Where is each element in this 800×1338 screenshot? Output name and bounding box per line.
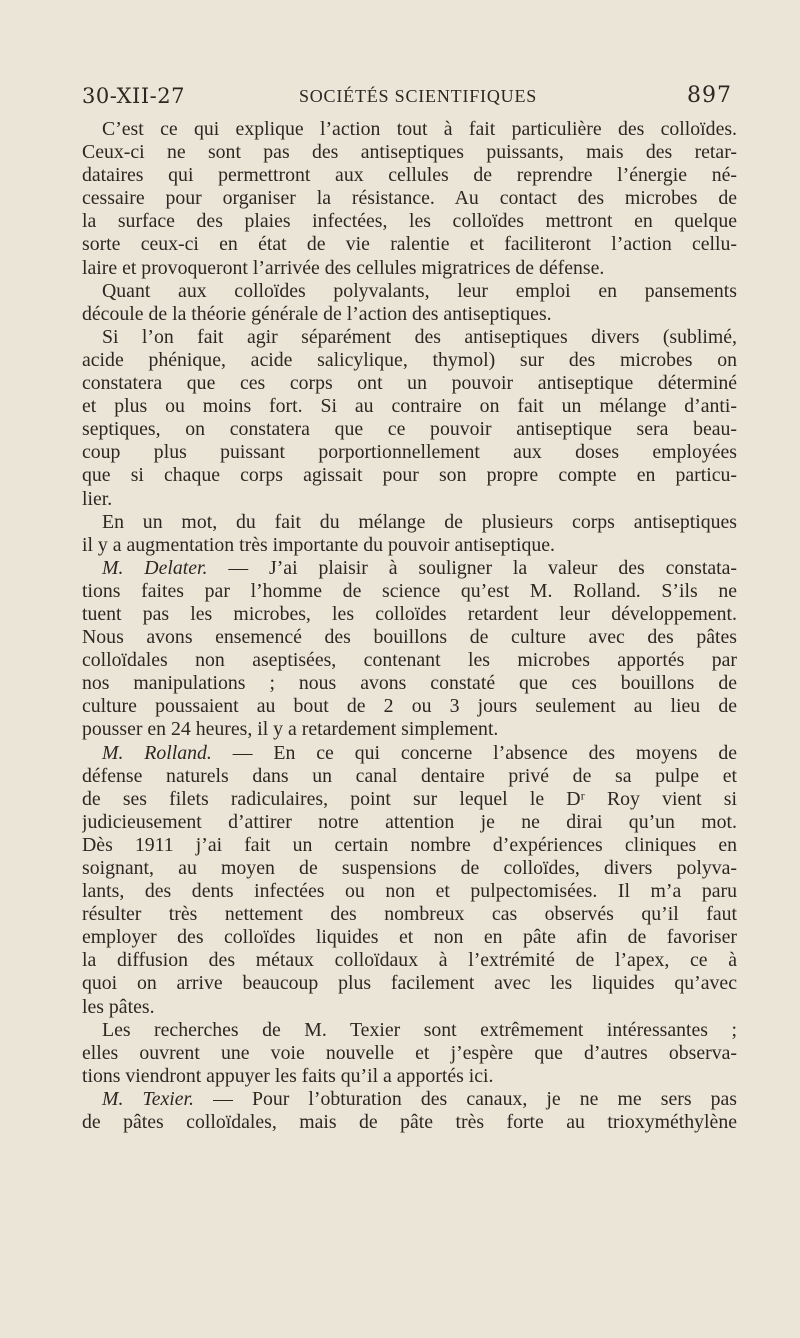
line-text: quoi on arrive beaucoup plus facilement avec les liquides qu’avec	[82, 972, 737, 995]
text-line	[82, 1019, 737, 1042]
line-text: il y a augmentation très importante du pouvoir antiseptique.	[82, 533, 555, 556]
text-line	[82, 418, 737, 441]
text-line	[82, 372, 737, 395]
line-text: Dès 1911 j’ai fait un certain nombre d’expériences cliniques en	[82, 833, 737, 856]
text-line	[82, 811, 737, 834]
line-text: de ses filets radiculaires, point sur lequel le Dʳ Roy vient si	[82, 787, 737, 810]
line-text: tions faites par l’homme de science qu’est M. Rolland. S’ils ne	[82, 579, 737, 602]
text-line	[82, 718, 737, 741]
line-text: C’est ce qui explique l’action tout à fait particulière des colloïdes.	[102, 118, 737, 140]
text-line	[82, 395, 737, 418]
text-line	[82, 280, 737, 303]
header-date: 30-XII-27	[82, 84, 185, 108]
text-line	[82, 187, 737, 210]
line-text: tuent pas les microbes, les colloïdes retardent leur développement.	[82, 602, 737, 625]
running-header	[82, 82, 732, 110]
text-line	[82, 257, 737, 280]
line-text: Quant aux colloïdes polyvalants, leur emploi en pansements	[102, 279, 737, 302]
line-text: tions viendront appuyer les faits qu’il a apportés ici.	[82, 1064, 494, 1087]
text-line	[82, 996, 737, 1019]
line-text: coup plus puissant porportionnellement aux doses employées	[82, 441, 737, 464]
text-line	[82, 210, 737, 233]
line-text: En un mot, du fait du mélange de plusieurs corps antiseptiques	[102, 510, 737, 533]
line-text: résulter très nettement des nombreux cas observés qu’il faut	[82, 903, 737, 926]
text-line	[82, 695, 737, 718]
text-line	[82, 464, 737, 487]
line-text: Si l’on fait agir séparément des antiseptiques divers (sublimé,	[102, 325, 737, 348]
text-line	[82, 1042, 737, 1065]
text-line	[82, 326, 737, 349]
text-line	[82, 233, 737, 256]
line-text: acide phénique, acide salicylique, thymol) sur des microbes on	[82, 348, 737, 371]
text-line	[82, 118, 737, 141]
line-text: de pâtes colloïdales, mais de pâte très forte au trioxyméthylène	[82, 1111, 737, 1134]
text-line	[82, 557, 737, 580]
text-line	[82, 580, 737, 603]
line-text: nos manipulations ; nous avons constaté que ces bouillons de	[82, 672, 737, 695]
line-text: employer des colloïdes liquides et non en pâte afin de favoriser	[82, 926, 737, 949]
text-line	[82, 649, 737, 672]
text-line	[82, 441, 737, 464]
text-line	[82, 972, 737, 995]
line-text: pousser en 24 heures, il y a retardement simplement.	[82, 718, 499, 741]
line-text: elles ouvrent une voie nouvelle et j’espère que d’autres observa-	[82, 1041, 737, 1064]
line-text: culture poussaient au bout de 2 ou 3 jours seulement au lieu de	[82, 695, 737, 718]
line-text: sorte ceux-ci en état de vie ralentie et faciliteront l’action cellu-	[82, 233, 737, 256]
text-line	[82, 834, 737, 857]
text-line	[82, 603, 737, 626]
text-line	[82, 903, 737, 926]
text-line	[82, 511, 737, 534]
line-text: découle de la théorie générale de l’action des antiseptiques.	[82, 302, 552, 325]
line-text: cessaire pour organiser la résistance. Au contact des microbes de	[82, 187, 737, 210]
page-number: 897	[687, 83, 732, 108]
text-line	[82, 164, 737, 187]
speaker-name: M. Rolland.	[102, 741, 212, 764]
line-text: colloïdales non aseptisées, contenant les microbes apportés par	[82, 649, 737, 672]
line-text: et plus ou moins fort. Si au contraire on fait un mélange d’anti-	[82, 395, 737, 418]
speaker-name: M. Delater.	[102, 556, 208, 579]
text-line	[82, 880, 737, 903]
text-line	[82, 926, 737, 949]
line-text: dataires qui permettront aux cellules de reprendre l’énergie né-	[82, 164, 737, 187]
line-text: — En ce qui concerne l’absence des moyens de	[211, 741, 737, 764]
line-text: — Pour l’obturation des canaux, je ne me sers pas	[193, 1087, 737, 1110]
text-line	[82, 857, 737, 880]
line-text: lants, des dents infectées ou non et pulpectomisées. Il m’a paru	[82, 880, 737, 903]
header-title: SOCIÉTÉS SCIENTIFIQUES	[298, 86, 538, 106]
text-line	[82, 949, 737, 972]
line-text: les pâtes.	[82, 995, 155, 1018]
text-line	[82, 672, 737, 695]
text-line	[82, 626, 737, 649]
line-text: Les recherches de M. Texier sont extrêmement intéressantes ;	[102, 1018, 737, 1041]
line-text: — J’ai plaisir à souligner la valeur des constata-	[207, 556, 737, 579]
line-text: que si chaque corps agissait pour son propre compte en particu-	[82, 464, 737, 487]
text-line	[82, 1088, 737, 1111]
body-text	[82, 118, 737, 1134]
text-line	[82, 488, 737, 511]
text-line	[82, 1111, 737, 1134]
line-text: judicieusement d’attirer notre attention je ne dirai qu’un mot.	[82, 810, 737, 833]
line-text: la diffusion des métaux colloïdaux à l’extrémité de l’apex, ce à	[82, 949, 737, 972]
line-text: la surface des plaies infectées, les colloïdes mettront en quelque	[82, 210, 737, 233]
text-line	[82, 788, 737, 811]
line-text: constatera que ces corps ont un pouvoir antiseptique déterminé	[82, 372, 737, 395]
line-text: lier.	[82, 487, 113, 510]
text-line	[82, 534, 737, 557]
line-text: défense naturels dans un canal dentaire privé de sa pulpe et	[82, 764, 737, 787]
text-line	[82, 765, 737, 788]
line-text: septiques, on constatera que ce pouvoir antiseptique sera beau-	[82, 418, 737, 441]
line-text: soignant, au moyen de suspensions de colloïdes, divers polyva-	[82, 857, 737, 879]
text-line	[82, 742, 737, 765]
line-text: Nous avons ensemencé des bouillons de culture avec des pâtes	[82, 626, 737, 649]
text-line	[82, 1065, 737, 1088]
line-text: Ceux-ci ne sont pas des antiseptiques puissants, mais des retar-	[82, 141, 737, 164]
text-line	[82, 141, 737, 164]
line-text: laire et provoqueront l’arrivée des cellules migratrices de défense.	[82, 256, 605, 279]
text-line	[82, 349, 737, 372]
text-line	[82, 303, 737, 326]
speaker-name: M. Texier.	[102, 1087, 194, 1110]
